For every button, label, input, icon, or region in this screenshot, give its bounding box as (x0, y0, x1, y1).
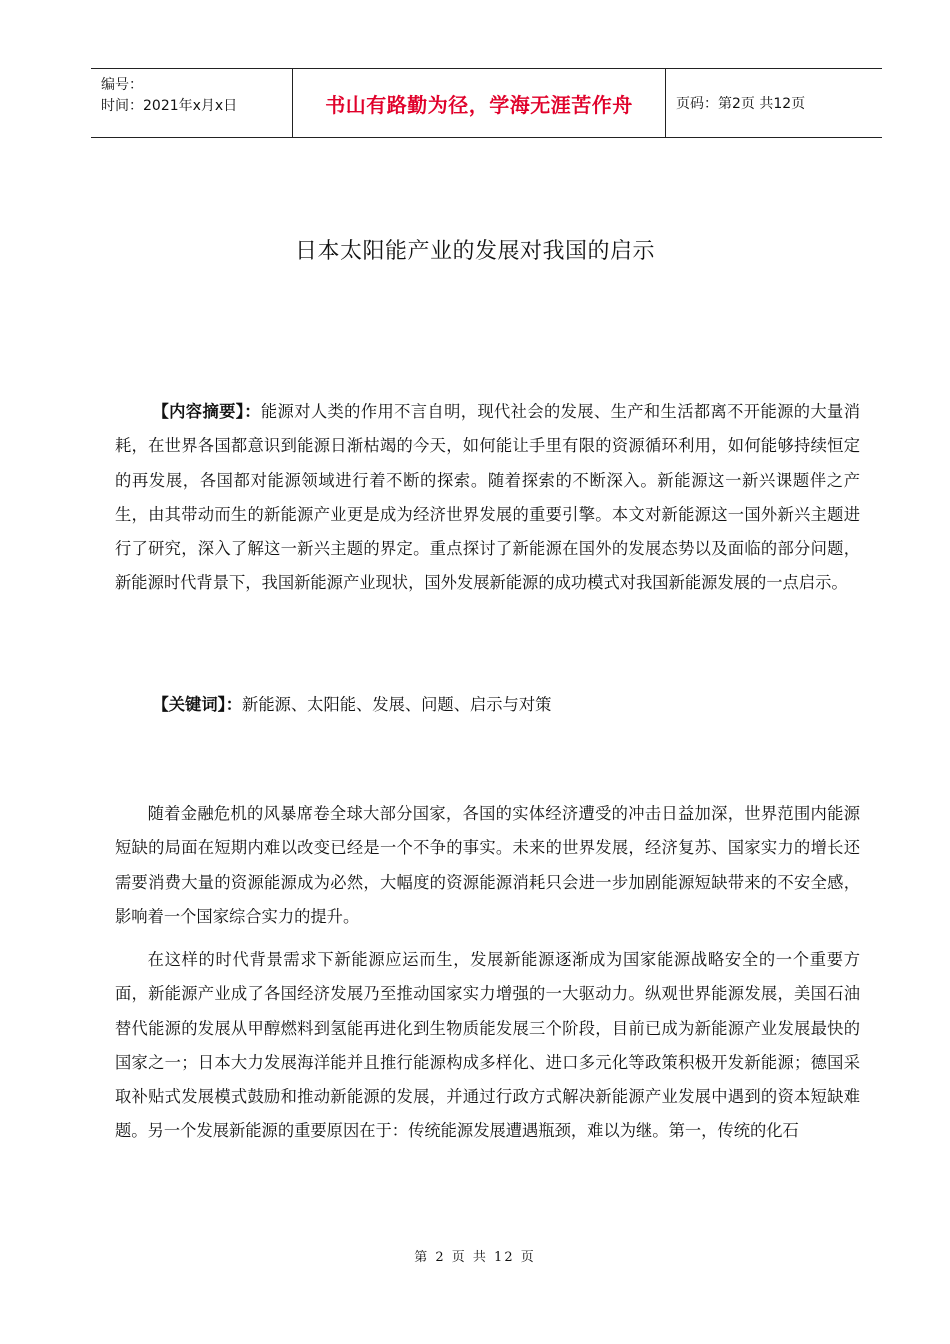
document-title: 日本太阳能产业的发展对我国的启示 (294, 239, 655, 264)
page-header (91, 68, 882, 138)
keywords-text: 新能源、太阳能、发展、问题、启示与对策 (242, 695, 552, 714)
header-meta (91, 69, 293, 137)
abstract-paragraph (115, 395, 860, 601)
document-number-label: 编号： (101, 77, 143, 93)
abstract-text: 能源对人类的作用不言自明，现代社会的发展、生产和生活都离不开能源的大量消耗，在世界各国都意识到能源日渐枯竭的今天，如何能让手里有限的资源循环利用，如何能够持续恒定的再发展，各国都对能源领域进行着不断的探索。随着探索的不断深入。新能源这一新兴课题伴之产生，由其带动而生的新能源产业更是成为经济世界发展的重要引擎。本文对新能源这一国外新兴主题进行了研究，深入了解这一新兴主题的界定。重点探讨了新能源在国外的发展态势以及面临的部分问题，新能源时代背景下，我国新能源产业现状，国外发展新能源的成功模式对我国新能源发展的一点启示。 (115, 402, 860, 593)
page-footer: 第 2 页 共 12 页 (414, 1250, 536, 1265)
header-page-info: 页码：第2页 共12页 (676, 96, 806, 112)
header-motto: 书山有路勤为径，学海无涯苦作舟 (293, 69, 666, 137)
body-paragraph-1: 随着金融危机的风暴席卷全球大部分国家，各国的实体经济遭受的冲击日益加深，世界范围内能源短缺的局面在短期内难以改变已经是一个不争的事实。未来的世界发展，经济复苏、国家实力的增长还需要消费大量的资源能源成为必然，大幅度的资源能源消耗只会进一步加剧能源短缺带来的不安全感，影响着一个国家综合实力的提升。 (115, 804, 860, 926)
abstract-label: 【内容摘要】： (152, 402, 261, 421)
keywords-paragraph (115, 688, 860, 722)
keywords-label: 【关键词】： (152, 695, 243, 714)
body-paragraph-2: 在这样的时代背景需求下新能源应运而生，发展新能源逐渐成为国家能源战略安全的一个重要方面，新能源产业成了各国经济发展乃至推动国家实力增强的一大驱动力。纵观世界能源发展，美国石油替代能源的发展从甲醇燃料到氢能再进化到生物质能发展三个阶段，目前已成为新能源产业发展最快的国家之一；日本大力发展海洋能并且推行能源构成多样化、进口多元化等政策积极开发新能源；德国采取补贴式发展模式鼓励和推动新能源的发展，并通过行政方式解决新能源产业发展中遇到的资本短缺难题。另一个发展新能源的重要原因在于：传统能源发展遭遇瓶颈，难以为继。第一，传统的化石 (115, 950, 860, 1141)
document-time: 时间：2021年x月x日 (101, 98, 238, 114)
